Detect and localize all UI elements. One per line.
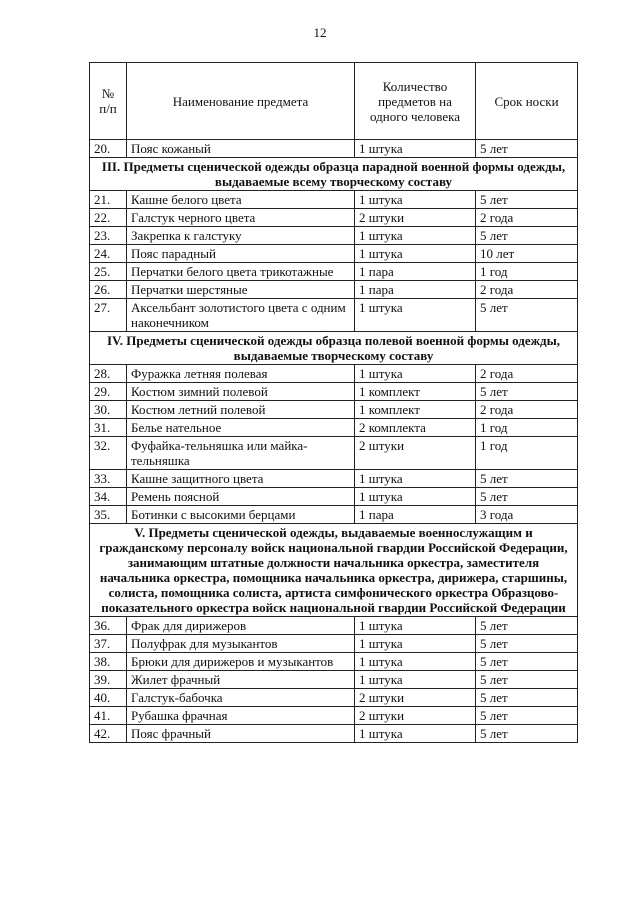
header-qty: Количество предметов на одного человека (355, 63, 476, 140)
header-name: Наименование предмета (127, 63, 355, 140)
cell-qty: 1 штука (355, 488, 476, 506)
table-row (90, 401, 578, 419)
cell-num: 41. (90, 707, 127, 725)
cell-num: 42. (90, 725, 127, 743)
section-header-row (90, 332, 578, 365)
cell-num: 21. (90, 191, 127, 209)
cell-name: Белье нательное (127, 419, 355, 437)
cell-num: 29. (90, 383, 127, 401)
section-title: III. Предметы сценической одежды образца парадной военной формы одежды, выдаваемые всему творческому составу (90, 158, 578, 191)
cell-term: 5 лет (476, 299, 578, 332)
table-row (90, 725, 578, 743)
cell-name: Полуфрак для музыкантов (127, 635, 355, 653)
cell-term: 5 лет (476, 488, 578, 506)
cell-num: 31. (90, 419, 127, 437)
cell-name: Пояс кожаный (127, 140, 355, 158)
cell-num: 39. (90, 671, 127, 689)
cell-term: 5 лет (476, 191, 578, 209)
cell-qty: 1 штука (355, 191, 476, 209)
cell-term: 3 года (476, 506, 578, 524)
cell-name: Галстук черного цвета (127, 209, 355, 227)
table-row (90, 617, 578, 635)
cell-name: Фуражка летняя полевая (127, 365, 355, 383)
table-row (90, 140, 578, 158)
table-row (90, 437, 578, 470)
table-row (90, 365, 578, 383)
cell-num: 38. (90, 653, 127, 671)
cell-qty: 2 комплекта (355, 419, 476, 437)
cell-name: Костюм зимний полевой (127, 383, 355, 401)
cell-qty: 1 штука (355, 470, 476, 488)
table-row (90, 299, 578, 332)
cell-qty: 1 комплект (355, 401, 476, 419)
cell-num: 36. (90, 617, 127, 635)
table-header-row (90, 63, 578, 140)
section-header-row (90, 524, 578, 617)
cell-qty: 1 штука (355, 365, 476, 383)
cell-num: 22. (90, 209, 127, 227)
section-header-row (90, 158, 578, 191)
cell-term: 5 лет (476, 140, 578, 158)
cell-name: Кашне защитного цвета (127, 470, 355, 488)
table-row (90, 281, 578, 299)
cell-term: 5 лет (476, 671, 578, 689)
cell-term: 5 лет (476, 617, 578, 635)
cell-qty: 1 пара (355, 506, 476, 524)
cell-term: 10 лет (476, 245, 578, 263)
cell-term: 2 года (476, 281, 578, 299)
cell-qty: 1 пара (355, 281, 476, 299)
table-row (90, 506, 578, 524)
cell-name: Жилет фрачный (127, 671, 355, 689)
table-row (90, 635, 578, 653)
table-row (90, 653, 578, 671)
cell-name: Рубашка фрачная (127, 707, 355, 725)
cell-num: 24. (90, 245, 127, 263)
cell-qty: 1 штука (355, 725, 476, 743)
section-title: V. Предметы сценической одежды, выдаваемые военнослужащим и гражданскому персоналу войск национальной гвардии Российской Федерации, занимающим штатные должности начальника оркестра, заместителя начальника оркестра, помощника начальника оркестра, дирижера, старшины, солиста, помощника солиста, артиста симфонического оркестра Образцово-показательного оркестра войск национальной гвардии Российской Федерации (90, 524, 578, 617)
cell-term: 5 лет (476, 689, 578, 707)
table-row (90, 488, 578, 506)
cell-term: 1 год (476, 419, 578, 437)
table-row (90, 383, 578, 401)
table-row (90, 227, 578, 245)
table-row (90, 689, 578, 707)
cell-qty: 1 штука (355, 227, 476, 245)
table-row (90, 707, 578, 725)
cell-qty: 2 штуки (355, 209, 476, 227)
table-body (90, 140, 578, 743)
cell-num: 37. (90, 635, 127, 653)
cell-num: 32. (90, 437, 127, 470)
cell-name: Фрак для дирижеров (127, 617, 355, 635)
table-row (90, 191, 578, 209)
cell-term: 2 года (476, 365, 578, 383)
cell-num: 30. (90, 401, 127, 419)
cell-name: Пояс парадный (127, 245, 355, 263)
cell-name: Закрепка к галстуку (127, 227, 355, 245)
cell-num: 20. (90, 140, 127, 158)
cell-qty: 1 комплект (355, 383, 476, 401)
cell-num: 35. (90, 506, 127, 524)
cell-term: 1 год (476, 437, 578, 470)
cell-qty: 1 штука (355, 653, 476, 671)
section-title: IV. Предметы сценической одежды образца полевой военной формы одежды, выдаваемые творческому составу (90, 332, 578, 365)
cell-name: Перчатки белого цвета трикотажные (127, 263, 355, 281)
cell-num: 34. (90, 488, 127, 506)
cell-num: 26. (90, 281, 127, 299)
cell-term: 1 год (476, 263, 578, 281)
table-row (90, 671, 578, 689)
cell-name: Фуфайка-тельняшка или майка-тельняшка (127, 437, 355, 470)
items-table (89, 62, 578, 743)
cell-qty: 2 штуки (355, 707, 476, 725)
table-row (90, 419, 578, 437)
cell-name: Галстук-бабочка (127, 689, 355, 707)
cell-qty: 1 штука (355, 245, 476, 263)
cell-term: 5 лет (476, 653, 578, 671)
cell-term: 5 лет (476, 707, 578, 725)
cell-term: 2 года (476, 209, 578, 227)
cell-term: 2 года (476, 401, 578, 419)
cell-num: 40. (90, 689, 127, 707)
cell-name: Пояс фрачный (127, 725, 355, 743)
cell-qty: 2 штуки (355, 437, 476, 470)
cell-qty: 1 штука (355, 635, 476, 653)
page-number: 12 (313, 25, 327, 40)
cell-term: 5 лет (476, 635, 578, 653)
cell-name: Ремень поясной (127, 488, 355, 506)
cell-qty: 1 штука (355, 617, 476, 635)
cell-num: 28. (90, 365, 127, 383)
cell-term: 5 лет (476, 383, 578, 401)
cell-num: 25. (90, 263, 127, 281)
cell-term: 5 лет (476, 470, 578, 488)
header-num: № п/п (90, 63, 127, 140)
cell-name: Брюки для дирижеров и музыкантов (127, 653, 355, 671)
cell-name: Кашне белого цвета (127, 191, 355, 209)
cell-num: 27. (90, 299, 127, 332)
cell-term: 5 лет (476, 227, 578, 245)
cell-name: Перчатки шерстяные (127, 281, 355, 299)
cell-qty: 1 штука (355, 671, 476, 689)
cell-qty: 1 штука (355, 140, 476, 158)
cell-term: 5 лет (476, 725, 578, 743)
table-row (90, 245, 578, 263)
cell-name: Костюм летний полевой (127, 401, 355, 419)
table-row (90, 209, 578, 227)
header-term: Срок носки (476, 63, 578, 140)
cell-qty: 2 штуки (355, 689, 476, 707)
table-row (90, 263, 578, 281)
cell-num: 33. (90, 470, 127, 488)
cell-num: 23. (90, 227, 127, 245)
cell-qty: 1 пара (355, 263, 476, 281)
cell-name: Ботинки с высокими берцами (127, 506, 355, 524)
cell-name: Аксельбант золотистого цвета с одним наконечником (127, 299, 355, 332)
table-row (90, 470, 578, 488)
cell-qty: 1 штука (355, 299, 476, 332)
